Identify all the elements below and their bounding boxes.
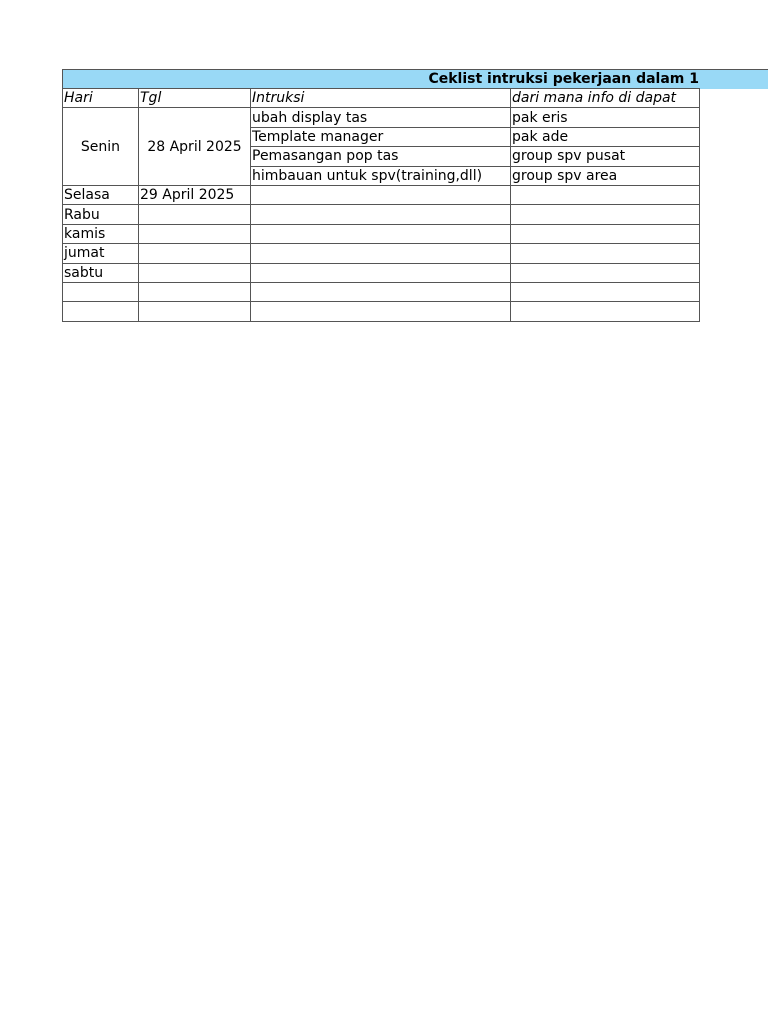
cell-empty[interactable] bbox=[139, 302, 251, 321]
cell-empty[interactable] bbox=[63, 302, 139, 321]
header-tgl[interactable]: Tgl bbox=[139, 89, 251, 108]
header-row bbox=[63, 89, 700, 108]
empty-row bbox=[63, 282, 700, 301]
cell-empty[interactable] bbox=[251, 282, 511, 301]
table-row bbox=[63, 185, 700, 204]
empty-row bbox=[63, 302, 700, 321]
cell-tgl-senin[interactable]: 28 April 2025 bbox=[139, 108, 251, 186]
cell-tgl[interactable]: 29 April 2025 bbox=[139, 185, 251, 204]
cell-tgl[interactable] bbox=[139, 205, 251, 224]
cell-empty[interactable] bbox=[511, 282, 700, 301]
cell-sumber[interactable]: group spv area bbox=[511, 166, 700, 185]
cell-sumber[interactable]: pak ade bbox=[511, 127, 700, 146]
cell-intruksi[interactable] bbox=[251, 185, 511, 204]
cell-hari[interactable]: kamis bbox=[63, 224, 139, 243]
cell-empty[interactable] bbox=[251, 302, 511, 321]
cell-sumber[interactable]: pak eris bbox=[511, 108, 700, 127]
sheet-title-band[interactable] bbox=[62, 69, 768, 89]
cell-sumber[interactable]: group spv pusat bbox=[511, 147, 700, 166]
cell-intruksi[interactable] bbox=[251, 224, 511, 243]
cell-sumber[interactable] bbox=[511, 263, 700, 282]
table-row bbox=[63, 224, 700, 243]
header-hari[interactable]: Hari bbox=[63, 89, 139, 108]
cell-tgl[interactable] bbox=[139, 244, 251, 263]
table-row bbox=[63, 244, 700, 263]
cell-empty[interactable] bbox=[63, 282, 139, 301]
cell-sumber[interactable] bbox=[511, 185, 700, 204]
table-row bbox=[63, 108, 700, 127]
cell-intruksi[interactable]: ubah display tas bbox=[251, 108, 511, 127]
cell-sumber[interactable] bbox=[511, 224, 700, 243]
cell-intruksi[interactable] bbox=[251, 263, 511, 282]
header-intruksi[interactable]: Intruksi bbox=[251, 89, 511, 108]
cell-sumber[interactable] bbox=[511, 244, 700, 263]
cell-hari[interactable]: sabtu bbox=[63, 263, 139, 282]
checklist-table bbox=[62, 88, 700, 322]
cell-sumber[interactable] bbox=[511, 205, 700, 224]
cell-intruksi[interactable] bbox=[251, 205, 511, 224]
cell-empty[interactable] bbox=[139, 282, 251, 301]
table-row bbox=[63, 205, 700, 224]
header-sumber[interactable]: dari mana info di dapat bbox=[511, 89, 700, 108]
cell-tgl[interactable] bbox=[139, 263, 251, 282]
cell-hari[interactable]: Selasa bbox=[63, 185, 139, 204]
cell-hari[interactable]: jumat bbox=[63, 244, 139, 263]
cell-hari-senin[interactable]: Senin bbox=[63, 108, 139, 186]
cell-tgl[interactable] bbox=[139, 224, 251, 243]
cell-intruksi[interactable] bbox=[251, 244, 511, 263]
cell-empty[interactable] bbox=[511, 302, 700, 321]
table-row bbox=[63, 263, 700, 282]
cell-hari[interactable]: Rabu bbox=[63, 205, 139, 224]
cell-intruksi[interactable]: Pemasangan pop tas bbox=[251, 147, 511, 166]
cell-intruksi[interactable]: himbauan untuk spv(training,dll) bbox=[251, 166, 511, 185]
cell-intruksi[interactable]: Template manager bbox=[251, 127, 511, 146]
sheet-title[interactable]: Ceklist intruksi pekerjaan dalam 1 bbox=[428, 71, 699, 87]
